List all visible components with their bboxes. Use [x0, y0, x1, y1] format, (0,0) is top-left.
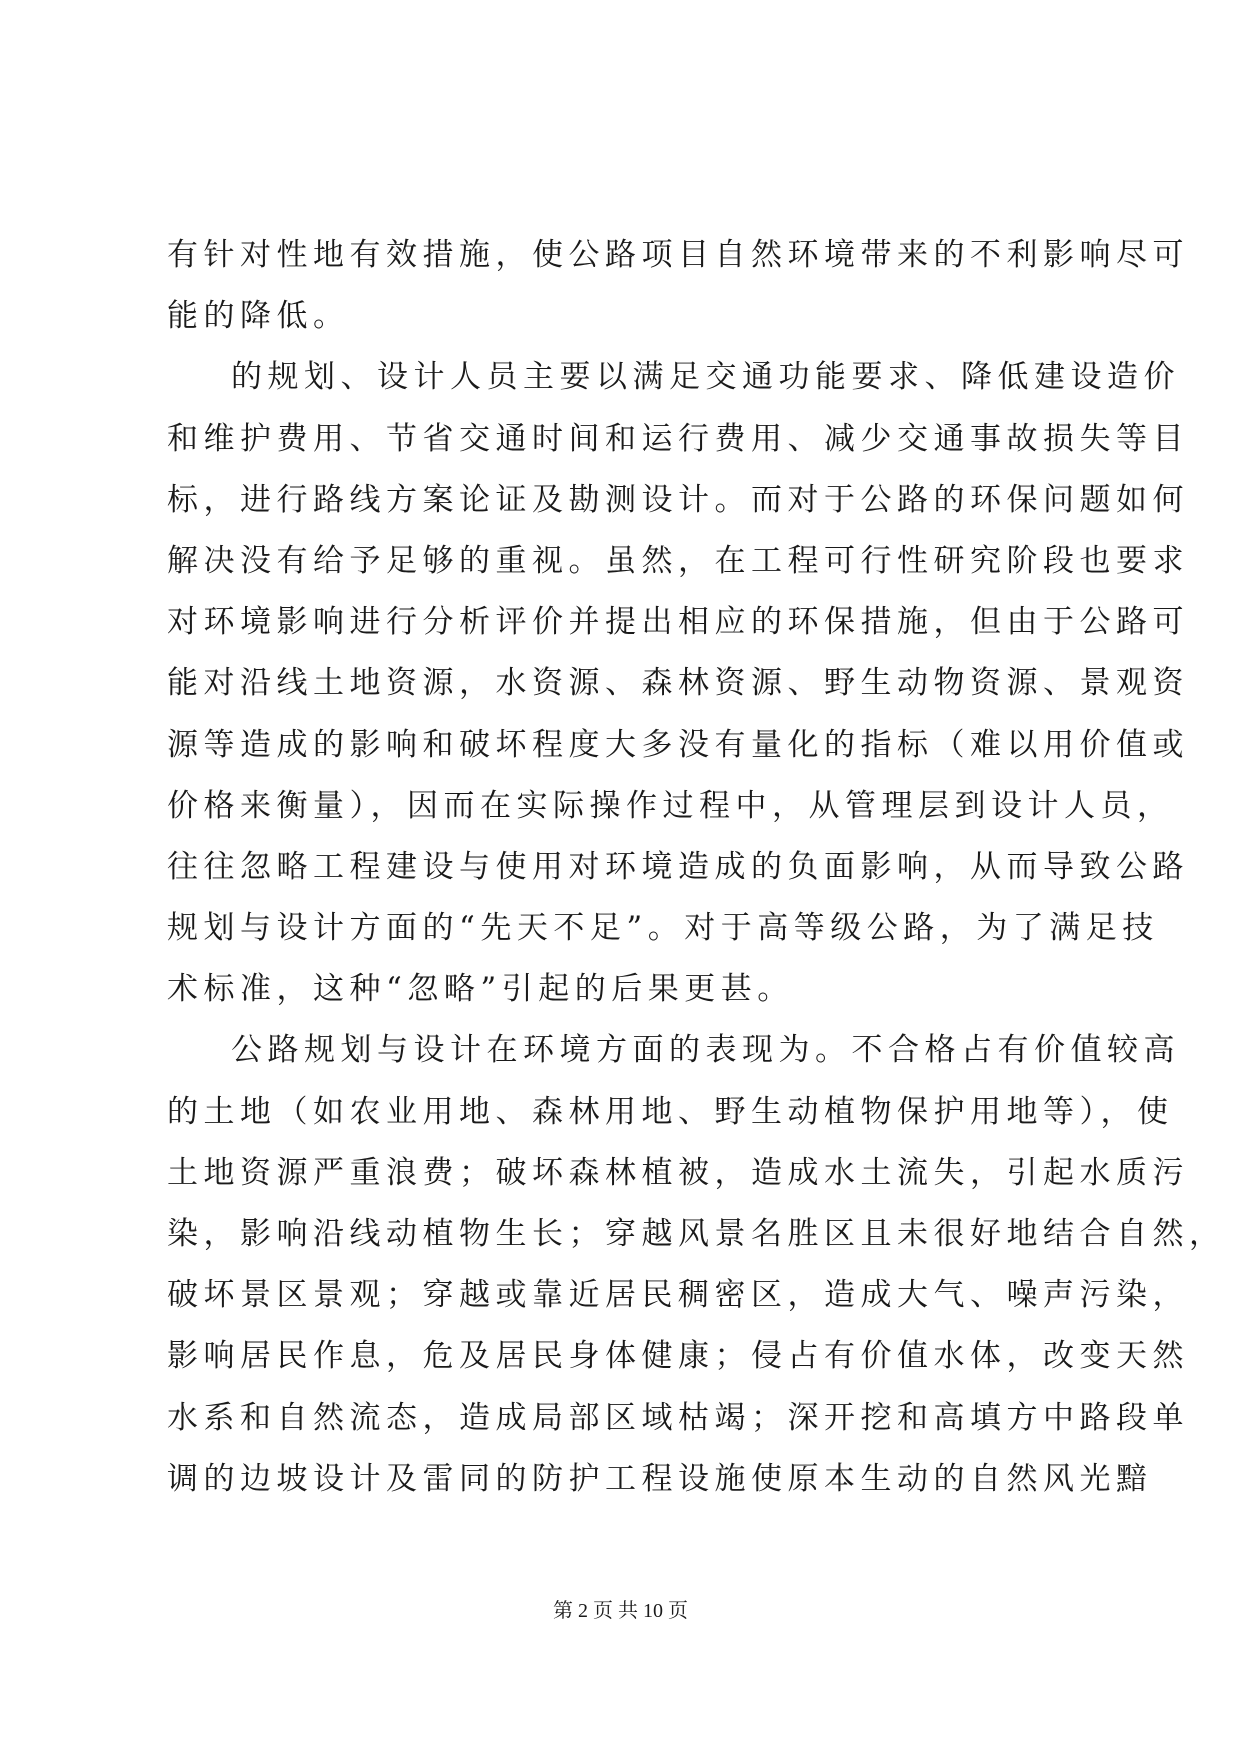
text-line: 破坏景区景观；穿越或靠近居民稠密区，造成大气、噪声污染， — [167, 1277, 1189, 1314]
paragraph-first-line: 的规划、设计人员主要以满足交通功能要求、降低建设造价 — [231, 359, 1180, 396]
text-line: 源等造成的影响和破坏程度大多没有量化的指标（难以用价值或 — [167, 726, 1189, 763]
text-line: 水系和自然流态，造成局部区域枯竭；深开挖和高填方中路段单 — [167, 1399, 1189, 1436]
text-line: 土地资源严重浪费；破坏森林植被，造成水土流失，引起水质污 — [167, 1154, 1189, 1191]
text-line: 术标准，这种“忽略”引起的后果更甚。 — [167, 971, 794, 1008]
text-line: 标，进行路线方案论证及勘测设计。而对于公路的环保问题如何 — [167, 481, 1189, 518]
text-line: 往往忽略工程建设与使用对环境造成的负面影响，从而导致公路 — [167, 848, 1189, 885]
text-line: 能对沿线土地资源，水资源、森林资源、野生动物资源、景观资 — [167, 665, 1189, 702]
text-line: 能的降低。 — [167, 298, 350, 335]
text-line: 影响居民作息，危及居民身体健康；侵占有价值水体，改变天然 — [167, 1338, 1189, 1375]
text-line: 有针对性地有效措施，使公路项目自然环境带来的不利影响尽可 — [167, 237, 1189, 273]
text-line: 的土地（如农业用地、森林用地、野生动植物保护用地等），使 — [167, 1093, 1174, 1130]
page-number-footer: 第 2 页 共 10 页 — [553, 1600, 688, 1622]
body-text — [167, 225, 1226, 1510]
text-line: 解决没有给予足够的重视。虽然，在工程可行性研究阶段也要求 — [167, 542, 1189, 579]
text-line: 和维护费用、节省交通时间和运行费用、减少交通事故损失等目 — [167, 420, 1189, 457]
paragraph-first-line: 公路规划与设计在环境方面的表现为。不合格占有价值较高 — [231, 1032, 1180, 1069]
text-line: 规划与设计方面的“先天不足”。对于高等级公路，为了满足技 — [167, 910, 1159, 947]
text-line: 调的边坡设计及雷同的防护工程设施使原本生动的自然风光黯 — [167, 1460, 1153, 1497]
text-line: 染，影响沿线动植物生长；穿越风景名胜区且未很好地结合自然， — [167, 1216, 1226, 1252]
text-line: 价格来衡量），因而在实际操作过程中，从管理层到设计人员， — [167, 787, 1174, 824]
text-line: 对环境影响进行分析评价并提出相应的环保措施，但由于公路可 — [167, 604, 1189, 641]
